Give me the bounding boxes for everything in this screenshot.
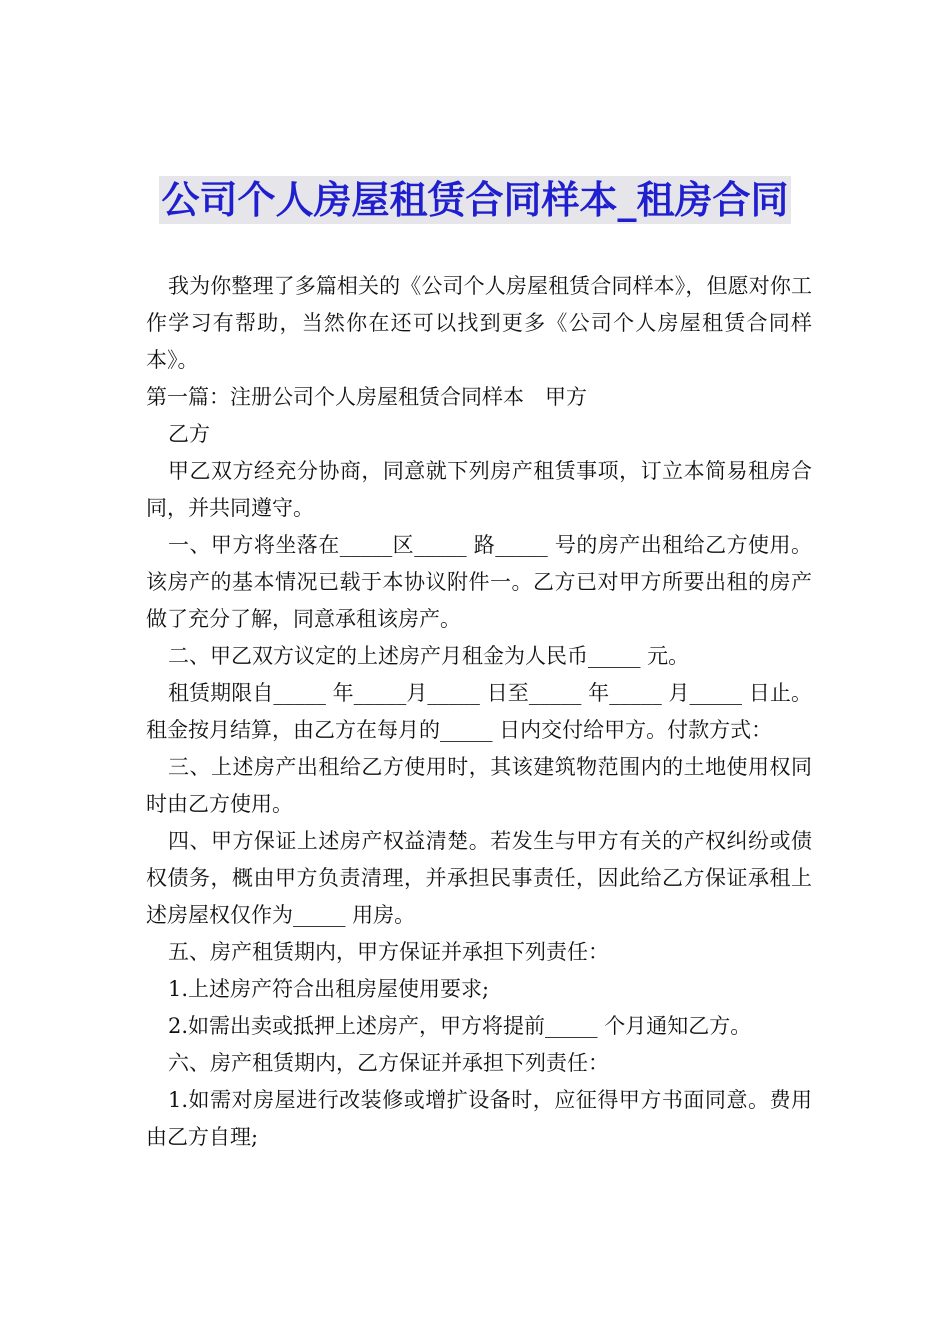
paragraph-agreement: 甲乙双方经充分协商，同意就下列房产租赁事项，订立本简易租房合同，并共同遵守。 <box>146 459 812 520</box>
paragraph-lease-term: 租赁期限自_____ 年_____月_____ 日至_____ 年_____ 月_____ 日止。租金按月结算，由乙方在每月的_____ 日内交付给甲方。付款方式： <box>146 681 812 742</box>
paragraph-clause-5-item-1: 1.上述房产符合出租房屋使用要求; <box>168 977 490 1001</box>
paragraph-clause-2: 二、甲乙双方议定的上述房产月租金为人民币_____ 元。 <box>168 644 690 668</box>
document-title: 公司个人房屋租赁合同样本_租房合同 <box>161 178 789 222</box>
paragraph-clause-3: 三、上述房产出租给乙方使用时，其该建筑物范围内的土地使用权同时由乙方使用。 <box>146 755 812 816</box>
paragraph-section-heading: 第一篇：注册公司个人房屋租赁合同样本 甲方 <box>146 385 587 409</box>
paragraph-clause-6: 六、房产租赁期内，乙方保证并承担下列责任： <box>168 1051 609 1075</box>
title-container <box>0 176 950 224</box>
paragraph-clause-5-item-2: 2.如需出卖或抵押上述房产，甲方将提前_____ 个月通知乙方。 <box>168 1014 752 1038</box>
paragraph-clause-1: 一、甲方将坐落在_____区_____ 路_____ 号的房产出租给乙方使用。该房产的基本情况已载于本协议附件一。乙方已对甲方所要出租的房产做了充分了解，同意承租该房产。 <box>146 533 812 631</box>
paragraph-party-b: 乙方 <box>168 422 210 446</box>
paragraph-intro: 我为你整理了多篇相关的《公司个人房屋租赁合同样本》，但愿对你工作学习有帮助，当然你在还可以找到更多《公司个人房屋租赁合同样本》。 <box>146 274 812 372</box>
document-body <box>146 268 812 1156</box>
paragraph-clause-6-item-1: 1.如需对房屋进行改装修或增扩设备时，应征得甲方书面同意。费用由乙方自理; <box>146 1088 812 1149</box>
paragraph-clause-4: 四、甲方保证上述房产权益清楚。若发生与甲方有关的产权纠纷或债权债务，概由甲方负责清理，并承担民事责任，因此给乙方保证承租上述房屋权仅作为_____ 用房。 <box>146 829 812 927</box>
paragraph-clause-5: 五、房产租赁期内，甲方保证并承担下列责任： <box>168 940 609 964</box>
